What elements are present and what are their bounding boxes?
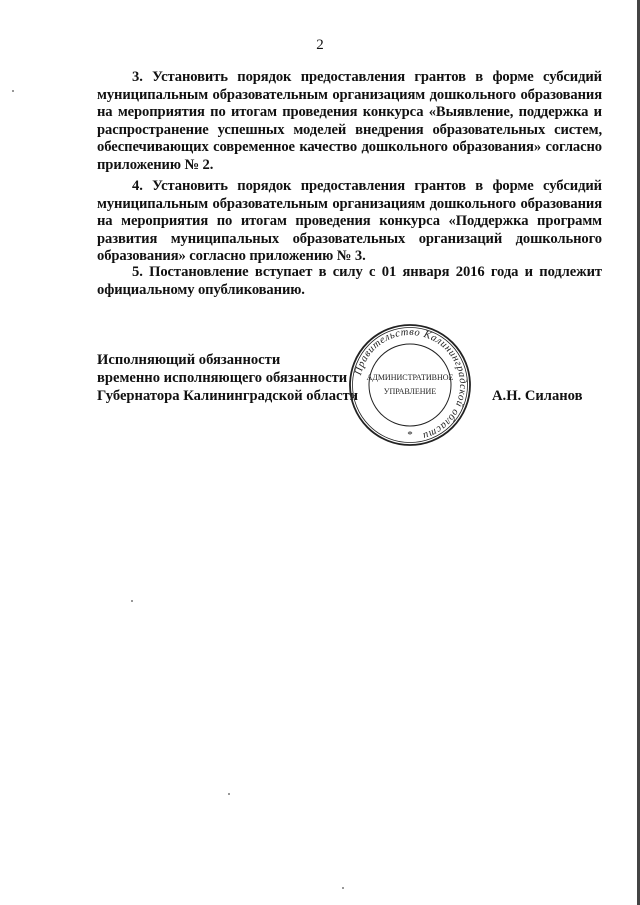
svg-text:*: * <box>407 429 413 441</box>
scan-speck <box>131 600 133 602</box>
signature-title-line-1: Исполняющий обязанности <box>97 352 281 368</box>
stamp-inner-line-2: УПРАВЛЕНИЕ <box>383 387 437 396</box>
scan-speck <box>342 887 344 889</box>
official-stamp <box>347 322 473 448</box>
signature-title-block <box>97 352 358 405</box>
stamp-inner-line-1: АДМИНИСТРАТИВНОЕ <box>366 373 454 382</box>
signature-title-line-3: Губернатора Калининградской области <box>97 387 359 404</box>
paragraph-item-3: 3. Установить порядок предоставления грантов в форме субсидий муниципальным образовательным организациям дошкольного образования на мероприятия по итогам проведения конкурса «Выявление, поддержка и распространение успешных моделей внедрения образовательных систем, обеспечивающих современное качество дошкольного образования» согласно приложению № 2. <box>97 69 602 173</box>
page-number: 2 <box>316 37 324 53</box>
scan-speck <box>228 793 230 795</box>
signature-title-line-2: временно исполняющего обязанности <box>97 369 348 386</box>
paragraph-item-4: 4. Установить порядок предоставления грантов в форме субсидий муниципальным образовательным организациям дошкольного образования на мероприятия по итогам проведения конкурса «Поддержка программ развития муниципальных образовательных организаций дошкольного образования» согласно приложению № 3. <box>97 178 602 265</box>
scan-speck <box>12 90 14 92</box>
signer-name: А.Н. Силанов <box>492 388 583 404</box>
stamp-seal-icon <box>347 322 473 448</box>
paragraph-item-5: 5. Постановление вступает в силу с 01 января 2016 года и подлежит официальному опубликованию. <box>97 264 602 298</box>
stamp-outer-text: Правительство Калининградской области <box>353 326 469 442</box>
